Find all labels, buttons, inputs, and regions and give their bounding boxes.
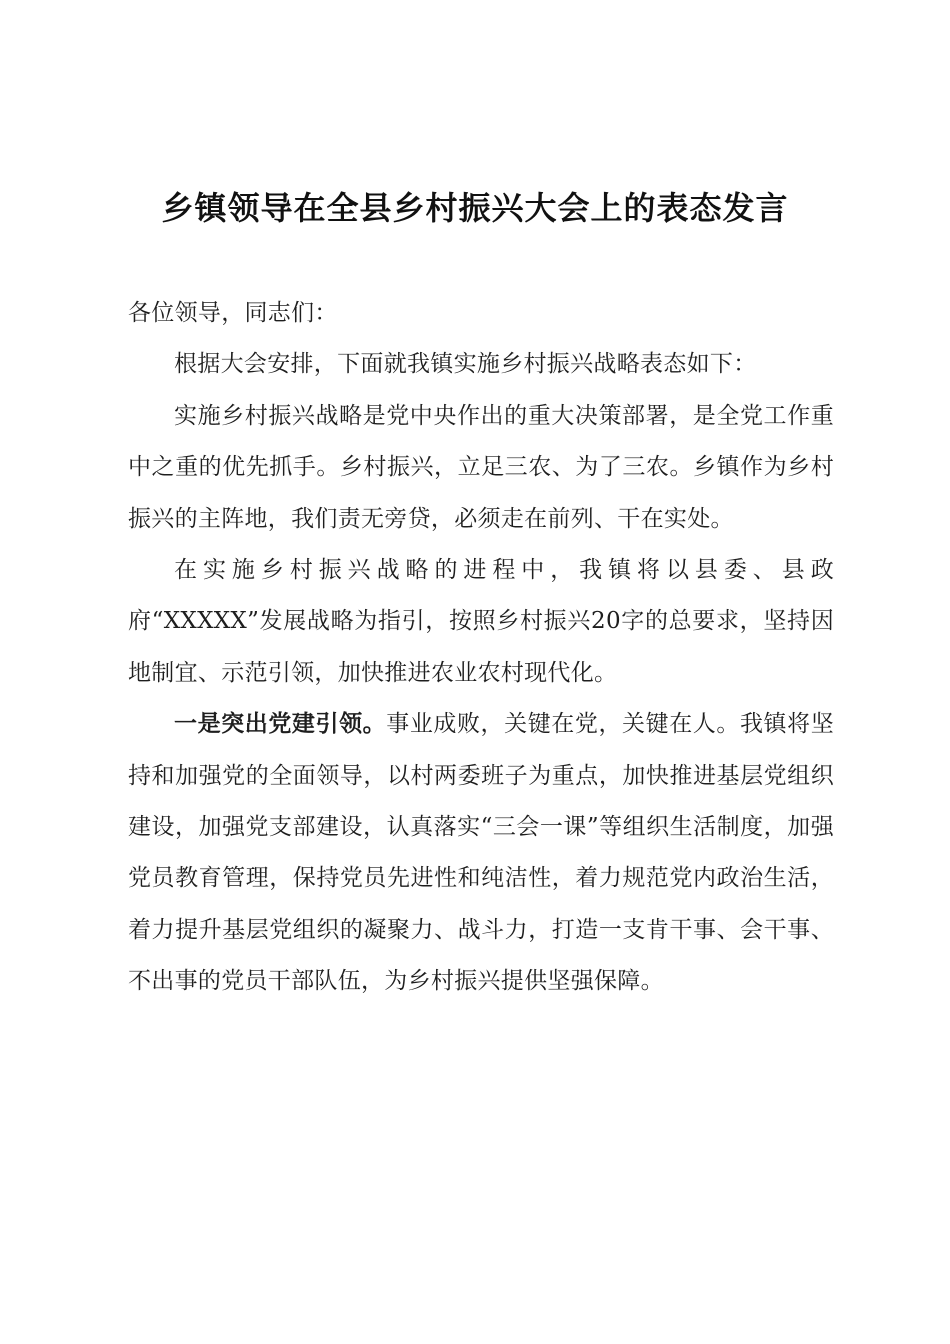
document-title: 乡镇领导在全县乡村振兴大会上的表态发言 [161, 189, 789, 227]
paragraph-1-text: 根据大会安排，下面就我镇实施乡村振兴战略表态如下： [174, 351, 757, 378]
salutation: 各位领导，同志们： [128, 300, 338, 326]
paragraph-4-lead: 一是突出党建引领。 [174, 711, 387, 738]
paragraph-4 [128, 699, 834, 1007]
paragraph-1 [128, 339, 834, 390]
paragraph-3-text: 在实施乡村振兴战略的进程中，我镇将以县委、县政府“XXXXX”发展战略为指引，按照乡村振兴20字的总要求，坚持因地制宜、示范引领，加快推进农业农村现代化。 [128, 557, 834, 686]
paragraph-4-text: 事业成败，关键在党，关键在人。我镇将坚持和加强党的全面领导，以村两委班子为重点，加快推进基层党组织建设，加强党支部建设，认真落实“三会一课”等组织生活制度，加强党员教育管理，保持党员先进性和纯洁性，着力规范党内政治生活，着力提升基层党组织的凝聚力、战斗力，打造一支肯干事、会干事、不出事的党员干部队伍，为乡村振兴提供坚强保障。 [128, 711, 834, 995]
paragraph-2 [128, 391, 834, 545]
paragraph-2-text: 实施乡村振兴战略是党中央作出的重大决策部署，是全党工作重中之重的优先抓手。乡村振兴，立足三农、为了三农。乡镇作为乡村振兴的主阵地，我们责无旁贷，必须走在前列、干在实处。 [128, 402, 834, 532]
document-body [128, 288, 834, 1008]
paragraph-3 [128, 545, 834, 699]
